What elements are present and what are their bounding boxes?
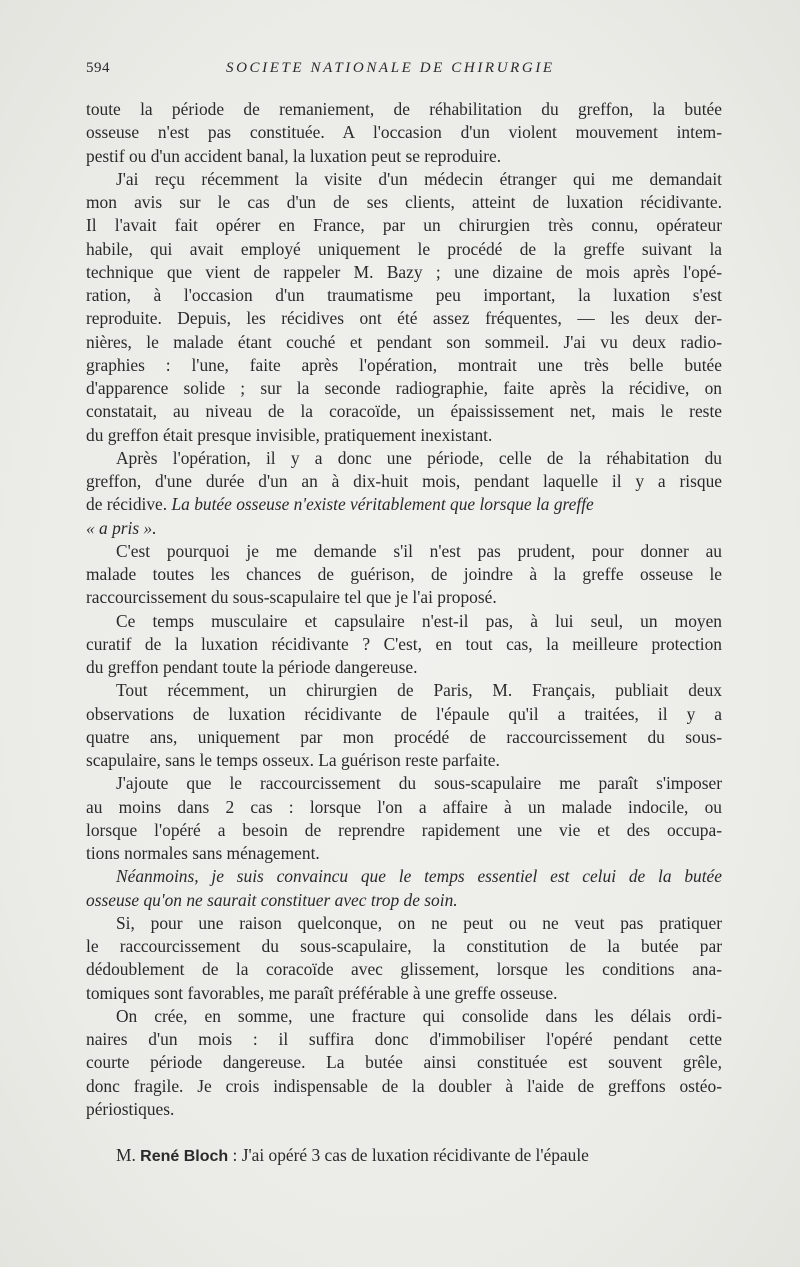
text-line: d'apparence solide ; sur la seconde radiographie, faite après la récidive, on bbox=[86, 378, 722, 398]
text-line: pestif ou d'un accident banal, la luxation peut se reproduire. bbox=[86, 145, 502, 166]
text-line: toute la période de remaniement, de réhabilitation du greffon, la butée bbox=[86, 99, 722, 119]
text-line: du greffon était presque invisible, pratiquement inexistant. bbox=[86, 424, 493, 445]
running-title: SOCIETE NATIONALE DE CHIRURGIE bbox=[226, 60, 555, 76]
text-line: habile, qui avait employé uniquement le procédé de la greffe suivant la bbox=[86, 238, 722, 259]
text-line: du greffon pendant toute la période dangereuse. bbox=[86, 657, 418, 677]
italic-run: La butée osseuse n'existe véritablement que lorsque la greffe bbox=[171, 494, 594, 515]
text-line: dédoublement de la coracoïde avec glissement, lorsque les conditions ana- bbox=[86, 959, 722, 980]
text-line: Si, pour une raison quelconque, on ne peut ou ne veut pas pratiquer bbox=[116, 912, 722, 933]
text-line: périostiques. bbox=[86, 1098, 175, 1119]
text-line: constatait, au niveau de la coracoïde, un épaississement net, mais le reste bbox=[86, 401, 722, 422]
text-line: Ce temps musculaire et capsulaire n'est-il pas, à lui seul, un moyen bbox=[116, 610, 722, 631]
text-line: On crée, en somme, une fracture qui consolide dans les délais ordi- bbox=[116, 1005, 722, 1026]
text-line: greffon, d'une durée d'un an à dix-huit mois, pendant laquelle il y a risque bbox=[86, 471, 722, 491]
paragraph-gap bbox=[86, 1121, 722, 1144]
text-line: malade toutes les chances de guérison, de joindre à la greffe osseuse le bbox=[86, 564, 722, 584]
text-line: lorsque l'opéré a besoin de reprendre rapidement une vie et des occupa- bbox=[86, 819, 722, 840]
text-line: reproduite. Depuis, les récidives ont été assez fréquentes, — les deux der- bbox=[86, 308, 722, 329]
speaker-text: : J'ai opéré 3 cas de luxation récidivante de l'épaule bbox=[228, 1145, 589, 1166]
speaker-prefix: M. bbox=[116, 1145, 136, 1166]
text-line: technique que vient de rappeler M. Bazy ; une dizaine de mois après l'opé- bbox=[86, 261, 722, 282]
text-line: « a pris ». bbox=[86, 517, 157, 538]
body-text bbox=[86, 98, 722, 1168]
text-line: naires d'un mois : il suffira donc d'immobiliser l'opéré pendant cette bbox=[86, 1029, 722, 1049]
text-line: tions normales sans ménagement. bbox=[86, 843, 320, 863]
text-line: C'est pourquoi je me demande s'il n'est pas prudent, pour donner au bbox=[116, 540, 722, 561]
text-line: mon avis sur le cas d'un de ses clients, atteint de luxation récidivante. bbox=[86, 192, 722, 212]
text-line: quatre ans, uniquement par mon procédé de raccourcissement du sous- bbox=[86, 726, 722, 747]
text-line: le raccourcissement du sous-scapulaire, la constitution de la butée par bbox=[86, 936, 722, 956]
text-line: au moins dans 2 cas : lorsque l'on a affaire à un malade indocile, ou bbox=[86, 796, 722, 817]
page-header bbox=[86, 60, 722, 86]
speaker-name: René Bloch bbox=[140, 1148, 229, 1166]
text-line-mixed bbox=[86, 493, 722, 516]
text-line: donc fragile. Je crois indispensable de la doubler à l'aide de greffons ostéo- bbox=[86, 1075, 722, 1096]
text-line: nières, le malade étant couché et pendant son sommeil. J'ai vu deux radio- bbox=[86, 331, 722, 352]
text-line: J'ajoute que le raccourcissement du sous-scapulaire me paraît s'imposer bbox=[116, 773, 722, 794]
text-line: osseuse qu'on ne saurait constituer avec trop de soin. bbox=[86, 889, 458, 910]
text-line: Il l'avait fait opérer en France, par un chirurgien très connu, opérateur bbox=[86, 215, 722, 236]
text-line: J'ai reçu récemment la visite d'un médecin étranger qui me demandait bbox=[116, 168, 722, 189]
text-line: scapulaire, sans le temps osseux. La guérison reste parfaite. bbox=[86, 750, 500, 770]
text-line: osseuse n'est pas constituée. A l'occasion d'un violent mouvement intem- bbox=[86, 122, 722, 143]
text-run: de récidive. bbox=[86, 494, 168, 515]
text-line: curatif de la luxation récidivante ? C'est, en tout cas, la meilleure protection bbox=[86, 633, 722, 654]
text-line: graphies : l'une, faite après l'opération, montrait une très belle butée bbox=[86, 354, 722, 375]
text-line: tomiques sont favorables, me paraît préférable à une greffe osseuse. bbox=[86, 982, 558, 1003]
text-line: ration, à l'occasion d'un traumatisme peu important, la luxation s'est bbox=[86, 285, 722, 305]
text-line: Après l'opération, il y a donc une période, celle de la réhabitation du bbox=[116, 447, 722, 468]
page-number: 594 bbox=[86, 60, 110, 76]
text-line: observations de luxation récidivante de l'épaule qu'il a traitées, il y a bbox=[86, 703, 722, 724]
speaker-line bbox=[86, 1144, 722, 1167]
text-line: Néanmoins, je suis convaincu que le temps essentiel est celui de la butée bbox=[116, 866, 722, 887]
text-line: courte période dangereuse. La butée ainsi constituée est souvent grêle, bbox=[86, 1052, 722, 1073]
text-line: raccourcissement du sous-scapulaire tel que je l'ai proposé. bbox=[86, 587, 497, 608]
text-line: Tout récemment, un chirurgien de Paris, M. Français, publiait deux bbox=[116, 680, 722, 701]
